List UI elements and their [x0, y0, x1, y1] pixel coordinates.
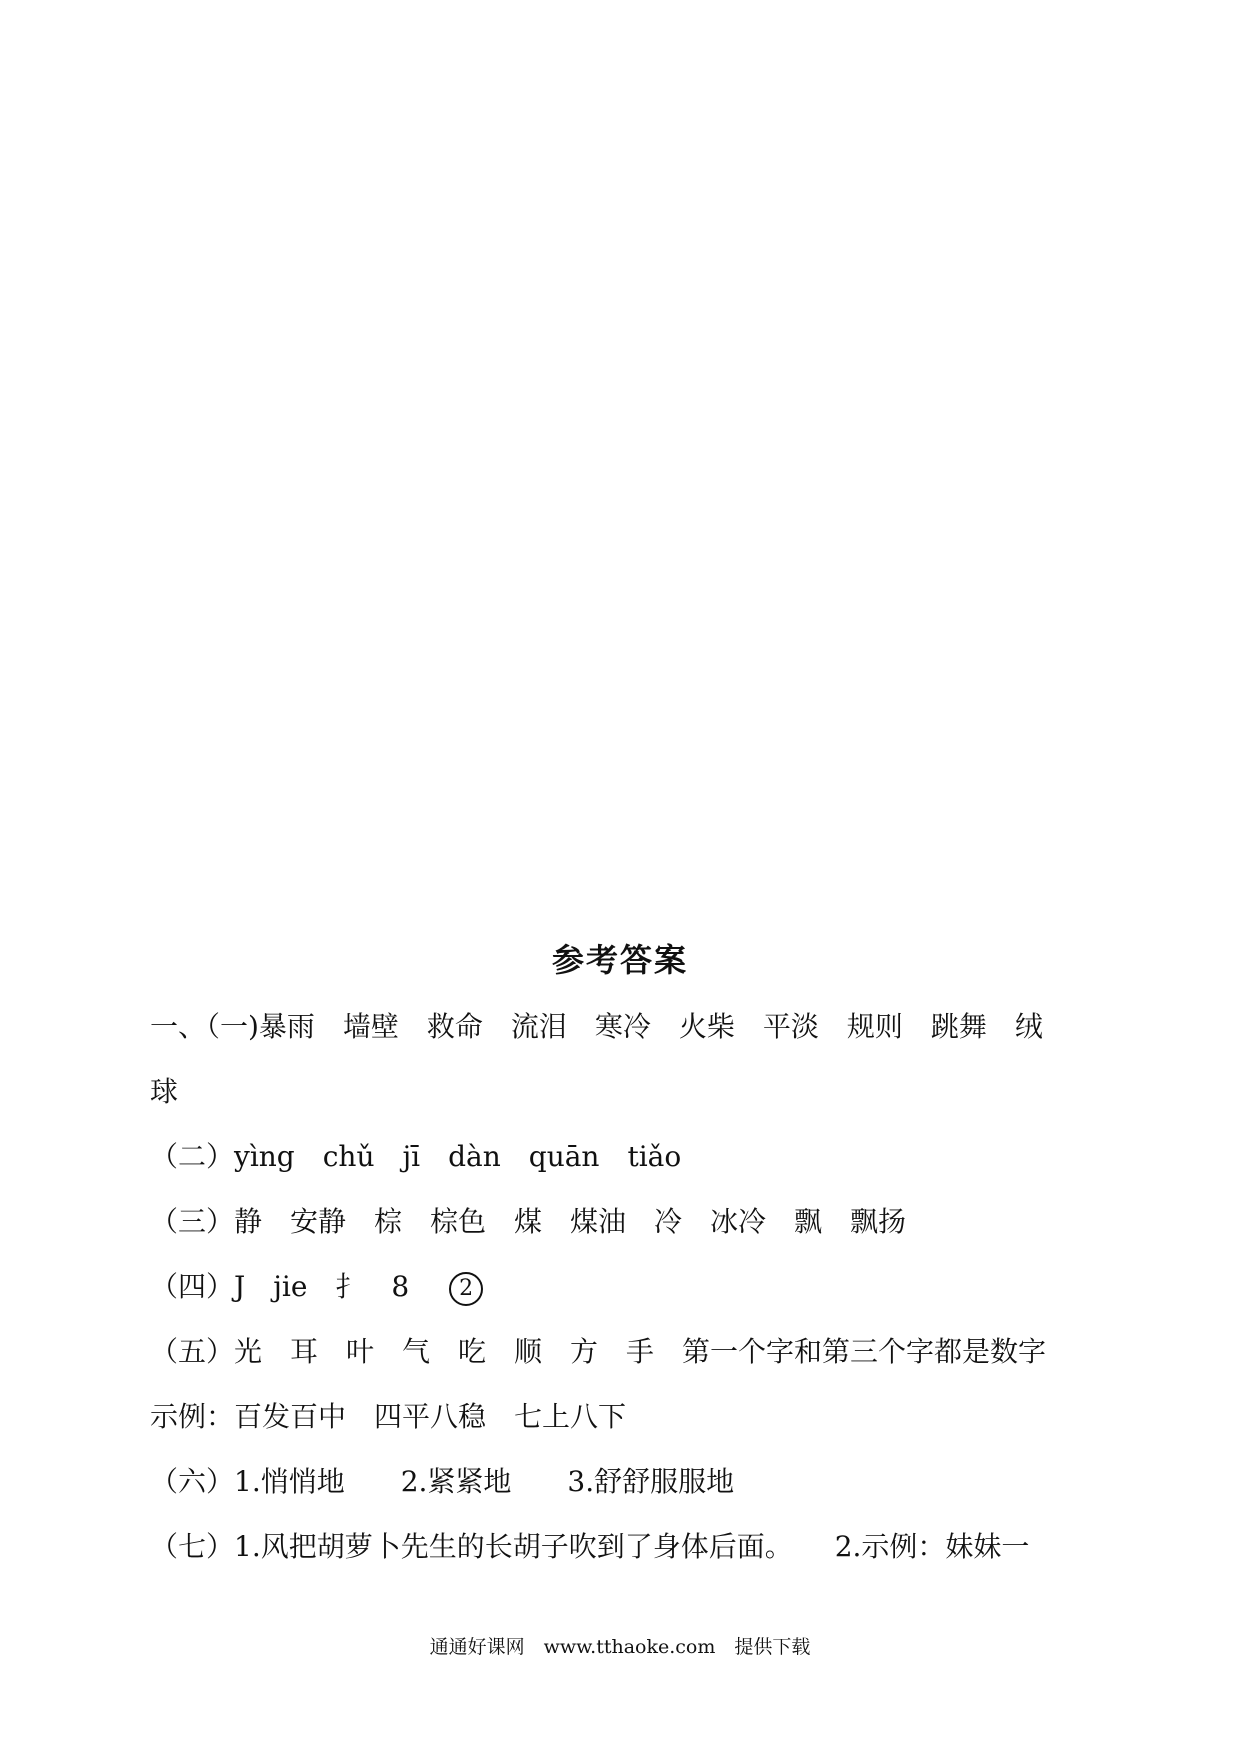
- page-footer: 通通好课网 www.tthaoke.com 提供下载: [429, 1636, 811, 1658]
- answer-line-examples: 示例：百发百中 四平八稳 七上八下: [150, 1400, 627, 1433]
- answer-line-1: 一、（一)暴雨 墙壁 救命 流泪 寒冷 火柴 平淡 规则 跳舞 绒: [150, 1010, 1043, 1043]
- answer-line-3: （三）静 安静 棕 棕色 煤 煤油 冷 冰冷 飘 飘扬: [150, 1205, 907, 1238]
- answer-line-4: [150, 1270, 483, 1306]
- answer-line-2: 球: [150, 1075, 179, 1108]
- answer-line-5: （五）光 耳 叶 气 吃 顺 方 手 第一个字和第三个字都是数字: [150, 1335, 1047, 1368]
- answer-line-4-text: （四）J jie 扌 8: [150, 1270, 410, 1303]
- answer-line-6: （六）1.悄悄地 2.紧紧地 3.舒舒服服地: [150, 1465, 735, 1498]
- page-title: 参考答案: [551, 941, 688, 979]
- answer-line-pinyin: （二）yìng chǔ jī dàn quān tiǎo: [150, 1140, 682, 1173]
- answer-line-7: （七）1.风把胡萝卜先生的长胡子吹到了身体后面。 2.示例：妹妹一: [150, 1530, 1030, 1563]
- circled-number: 2: [449, 1272, 483, 1306]
